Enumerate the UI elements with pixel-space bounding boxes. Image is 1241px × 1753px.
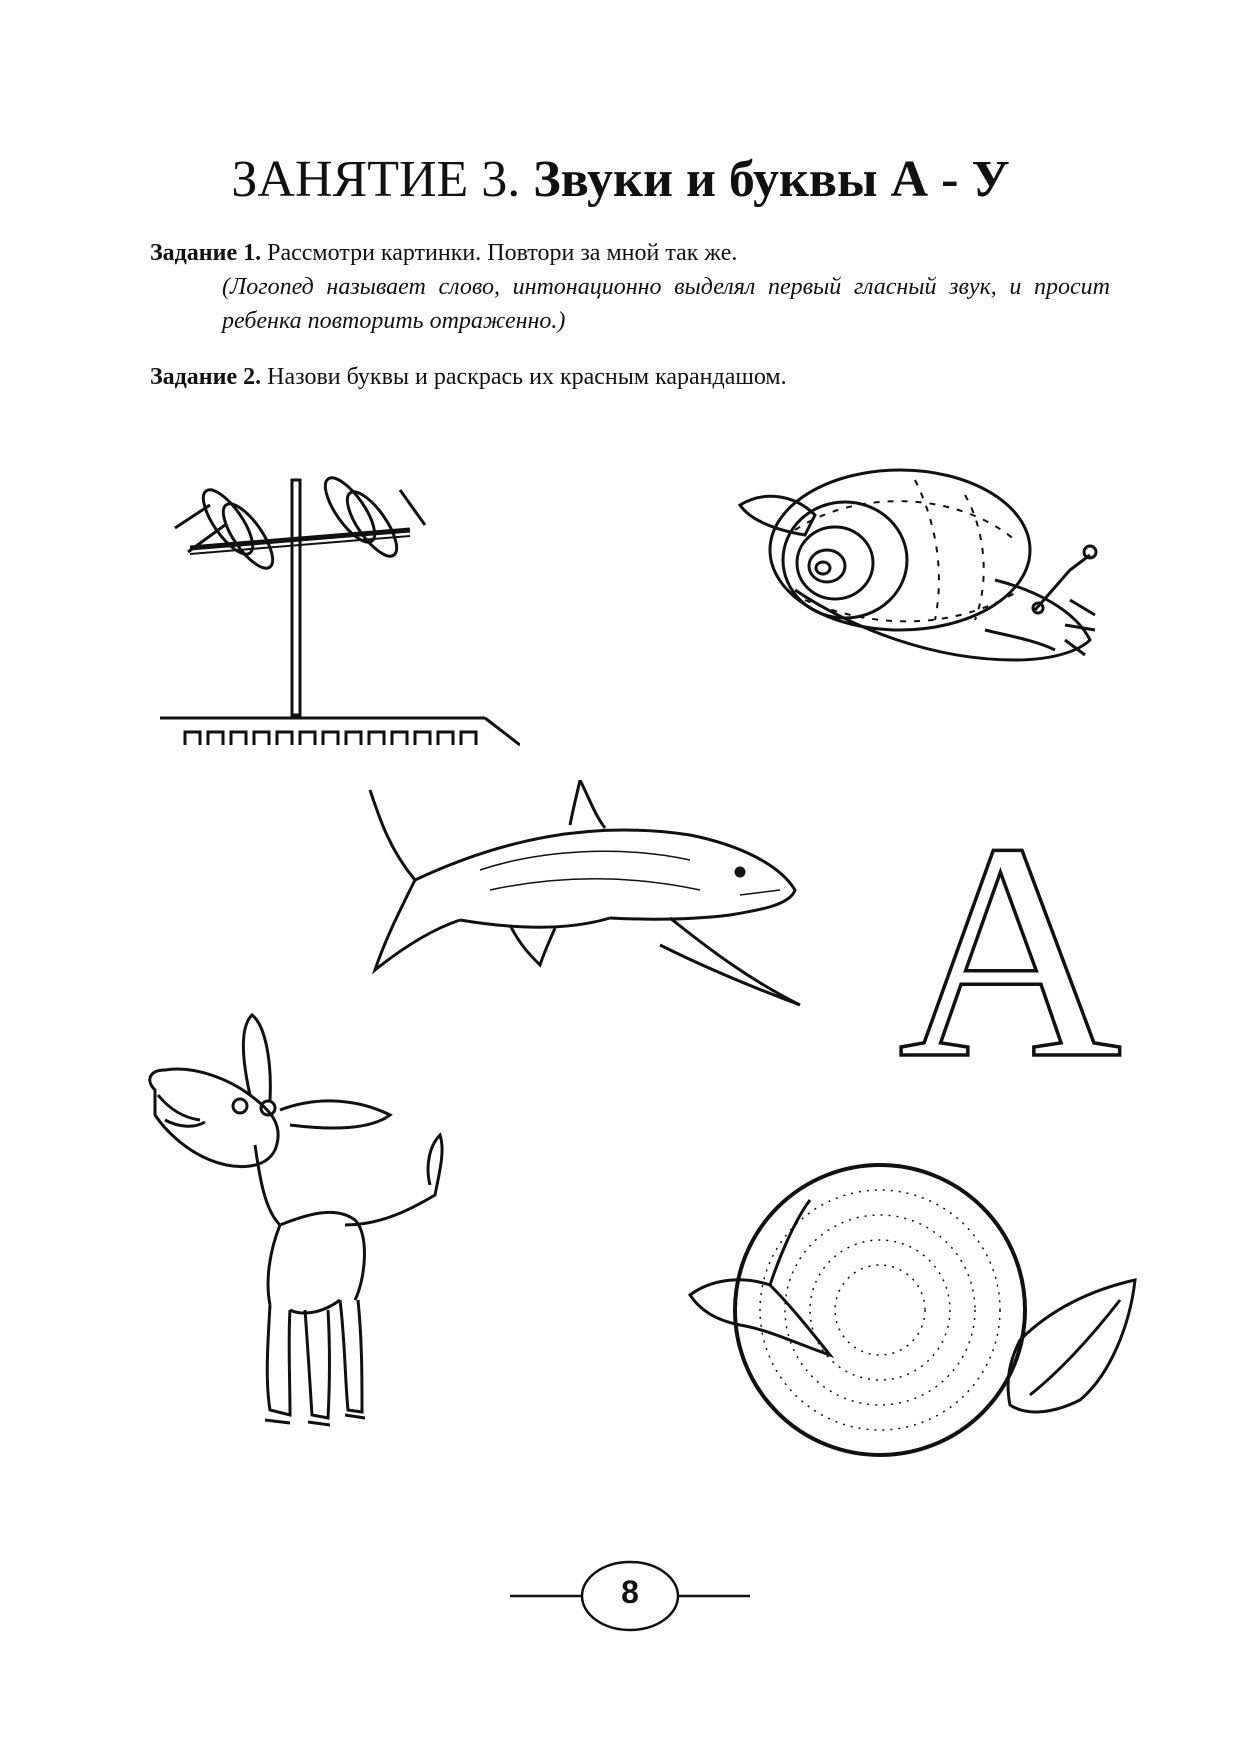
task-2 [150, 360, 1110, 394]
task-2-text: Назови буквы и раскрась их красным карандашом. [261, 364, 787, 390]
antenna-illustration [150, 470, 520, 750]
letter-a: А [898, 830, 1122, 1070]
letter-a-outline [880, 830, 1140, 1070]
task-1-label: Задание 1. [150, 240, 262, 266]
page-number-badge [510, 1556, 750, 1636]
task-1 [150, 236, 1110, 338]
lesson-label: ЗАНЯТИЕ 3. [231, 151, 534, 208]
lesson-topic: Звуки и буквы А - У [533, 151, 1010, 208]
page-title [0, 150, 1241, 210]
donkey-illustration [140, 1010, 500, 1460]
task-1-note: (Логопед называет слово, интонационно выделял первый гласный звук, и просит ребенка повторить отраженно.) [222, 274, 1110, 334]
task-1-text: Рассмотри картинки. Повтори за мной так же. [261, 240, 738, 266]
snail-illustration [735, 460, 1125, 710]
task-2-label: Задание 2. [150, 364, 262, 390]
orange-illustration [680, 1110, 1150, 1470]
page-number: 8 [621, 1574, 639, 1610]
